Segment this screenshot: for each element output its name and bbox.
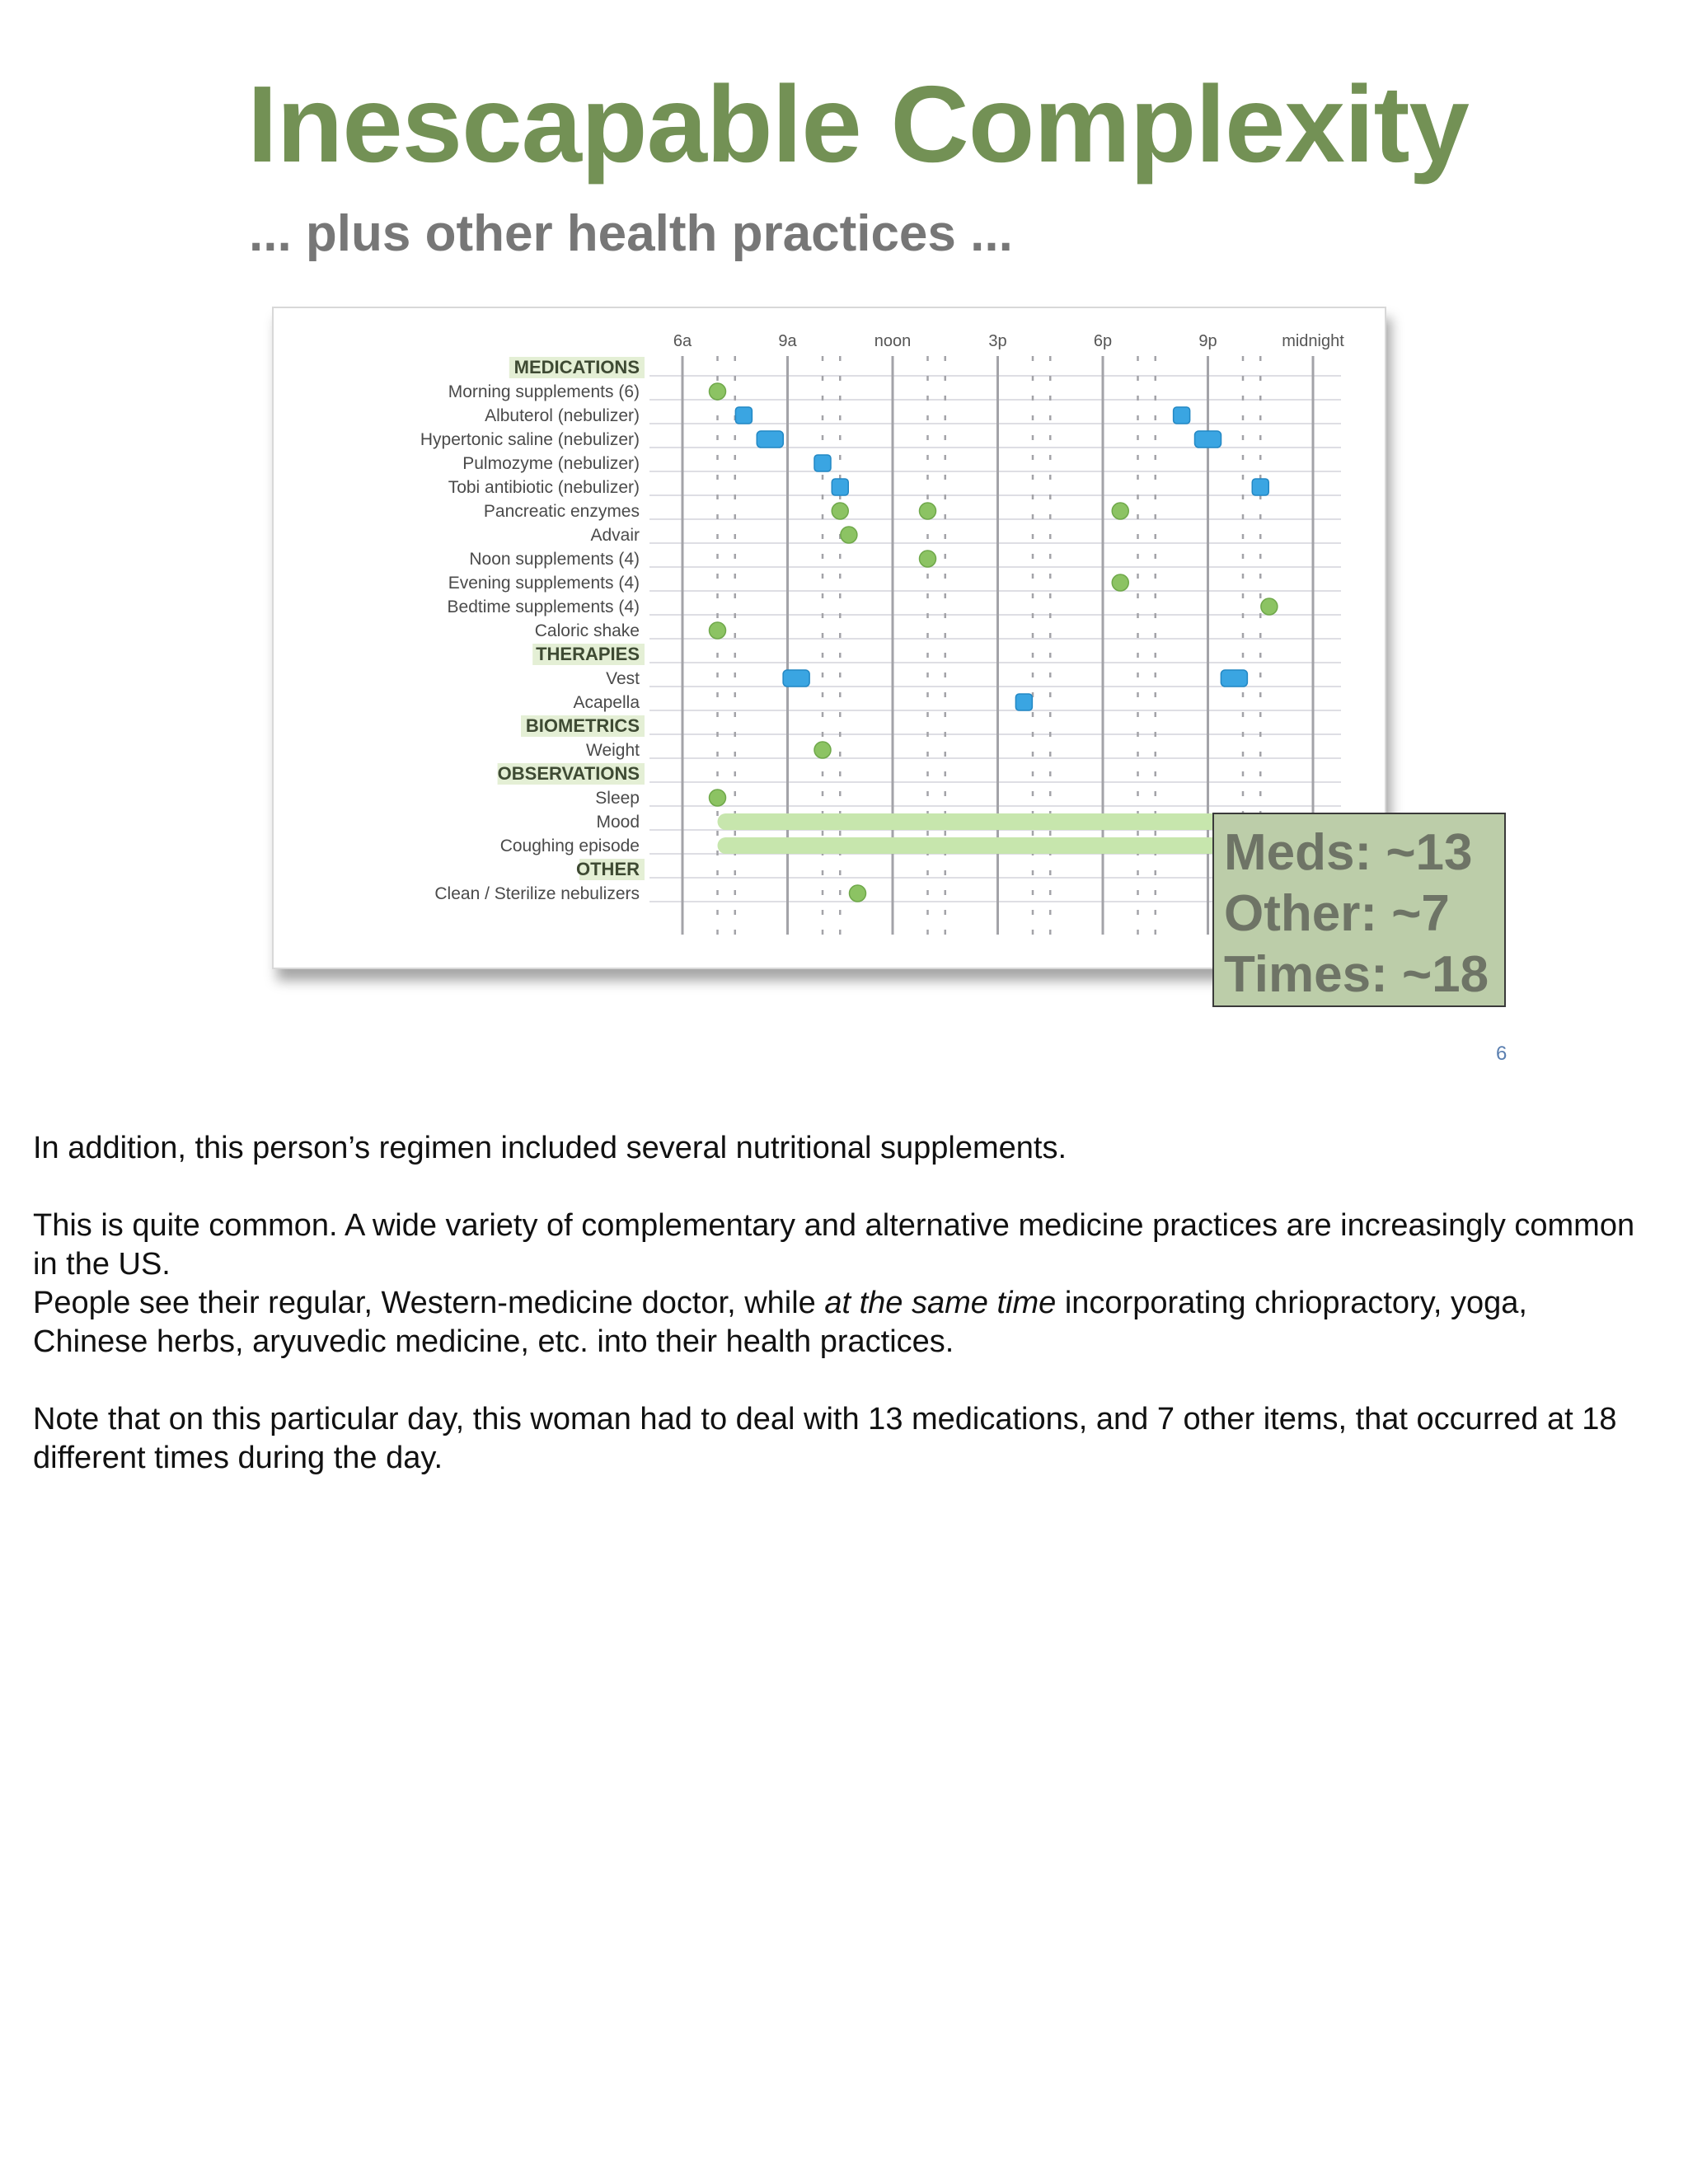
stats-other: Other: ~7 [1224,885,1450,942]
event-block [757,431,783,448]
time-axis-label: 6a [673,332,692,350]
row-label: Morning supplements (6) [448,382,640,401]
event-block [783,670,809,687]
notes-p3-before: People see their regular, Western-medicine doctor, while [33,1286,825,1320]
row-label: Noon supplements (4) [469,550,640,569]
section-header-label: MEDICATIONS [513,357,640,377]
notes-paragraph-4: Note that on this particular day, this woman had to deal with 13 medications, and 7 other items, that occurred at 18 different times during the day. [33,1402,1617,1475]
event-dot [841,527,857,543]
event-dot [1261,598,1278,615]
row-label: Pulmozyme (nebulizer) [462,454,640,473]
event-square [814,455,831,471]
event-square [1252,479,1268,495]
section-header-label: OBSERVATIONS [497,763,640,784]
time-axis-label: midnight [1282,332,1344,350]
section-header-label: OTHER [576,859,640,879]
row-label: Advair [590,526,640,545]
row-label: Caloric shake [534,621,640,640]
event-dot [710,790,726,806]
event-dot [832,503,848,519]
notes-p3-after: incorporating chriopractory, yoga, Chinese herbs, aryuvedic medicine, etc. into their health practices. [33,1286,1527,1359]
page-number: 6 [1496,1043,1507,1065]
row-label: Evening supplements (4) [448,574,640,593]
notes-paragraph-3 [33,1284,1648,1361]
row-label: Sleep [595,789,640,808]
section-header-label: THERAPIES [536,644,640,664]
event-square [832,479,848,495]
notes-paragraph-1: In addition, this person’s regimen included several nutritional supplements. [33,1131,1067,1165]
event-dot [710,622,726,639]
event-square [1174,407,1190,424]
event-dot [1112,574,1128,591]
row-label: Coughing episode [499,837,640,855]
speaker-notes [33,1129,1648,1478]
event-square [1015,694,1032,710]
row-label: Bedtime supplements (4) [447,598,640,616]
time-axis-label: 3p [988,332,1007,350]
event-dot [920,551,936,567]
row-label: Clean / Sterilize nebulizers [434,884,640,903]
event-dot [710,383,726,400]
section-header-label: BIOMETRICS [525,715,640,736]
row-label: Hypertonic saline (nebulizer) [420,430,640,449]
row-label: Weight [586,741,640,760]
stats-summary-box [1212,813,1506,1007]
row-label: Acapella [573,693,640,712]
time-axis-label: 6p [1093,332,1113,350]
notes-paragraph-2: This is quite common. A wide variety of complementary and alternative medicine practices are increasingly common in the US. [33,1208,1635,1282]
stats-meds: Meds: ~13 [1224,824,1473,881]
time-axis-label: 9a [778,332,797,350]
row-label: Mood [596,813,640,832]
event-dot [1112,503,1128,519]
slide-subtitle: ... plus other health practices ... [249,205,1013,262]
row-label: Vest [606,669,640,688]
event-block [1195,431,1221,448]
slide-title: Inescapable Complexity [247,63,1469,185]
row-label: Tobi antibiotic (nebulizer) [448,478,640,497]
notes-p3-italic: at the same time [824,1286,1057,1320]
event-dot [814,742,831,758]
event-square [735,407,752,424]
stats-times: Times: ~18 [1224,946,1489,1003]
row-label: Albuterol (nebulizer) [485,406,640,425]
event-dot [850,885,866,902]
event-dot [920,503,936,519]
time-axis-label: noon [874,332,912,350]
time-axis-label: 9p [1198,332,1217,350]
event-block [1221,670,1247,687]
row-label: Pancreatic enzymes [483,502,640,521]
